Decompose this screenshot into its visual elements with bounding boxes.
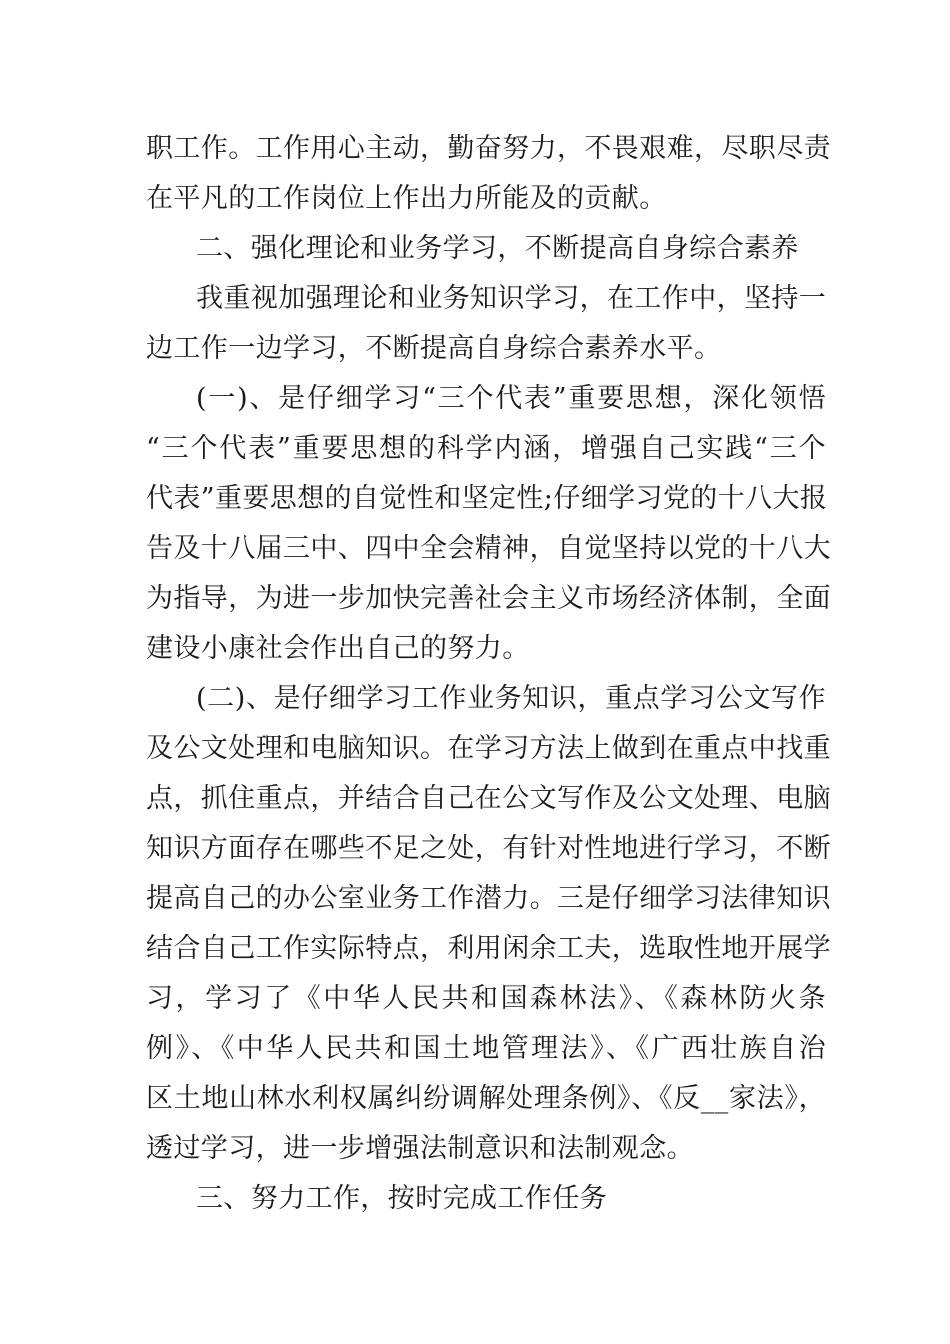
text-line: (二)、是仔细学习工作业务知识，重点学习公文写作	[196, 683, 826, 714]
text-line: 区土地山林水利权属纠纷调解处理条例》、《反__家法》，	[146, 1083, 826, 1114]
text-line: 例》、《中华人民共和国土地管理法》、《广西壮族自治	[146, 1033, 826, 1064]
text-line: 为指导，为进一步加快完善社会主义市场经济体制，全面	[146, 583, 831, 614]
text-line: 提高自己的办公室业务工作潜力。三是仔细学习法律知识	[146, 883, 831, 914]
text-line: 我重视加强理论和业务知识学习，在工作中，坚持一	[196, 283, 827, 314]
text-line: 知识方面存在哪些不足之处，有针对性地进行学习，不断	[146, 833, 831, 864]
section-heading: 三、努力工作，按时完成工作任务	[196, 1183, 607, 1214]
text-line: “三个代表”重要思想的科学内涵，增强自己实践“三个	[146, 433, 826, 464]
text-line: 职工作。工作用心主动，勤奋努力，不畏艰难，尽职尽责	[146, 133, 831, 164]
text-line: 点，抓住重点，并结合自己在公文写作及公文处理、电脑	[146, 783, 831, 814]
text-line: 边工作一边学习，不断提高自身综合素养水平。	[146, 333, 722, 364]
text-line: 习，学习了《中华人民共和国森林法》、《森林防火条	[146, 983, 826, 1014]
text-line: 及公文处理和电脑知识。在学习方法上做到在重点中找重	[146, 733, 831, 764]
text-line: 结合自己工作实际特点，利用闲余工夫，选取性地开展学	[146, 933, 831, 964]
text-line: (一)、是仔细学习“三个代表”重要思想，深化领悟	[196, 383, 826, 414]
text-line: 告及十八届三中、四中全会精神，自觉坚持以党的十八大	[146, 533, 831, 564]
text-line: 建设小康社会作出自己的努力。	[146, 633, 530, 664]
section-heading: 二、强化理论和业务学习，不断提高自身综合素养	[196, 233, 799, 264]
text-line: 代表”重要思想的自觉性和坚定性;仔细学习党的十八大报	[146, 483, 828, 514]
text-line: 透过学习，进一步增强法制意识和法制观念。	[146, 1133, 694, 1164]
text-line: 在平凡的工作岗位上作出力所能及的贡献。	[146, 183, 667, 214]
